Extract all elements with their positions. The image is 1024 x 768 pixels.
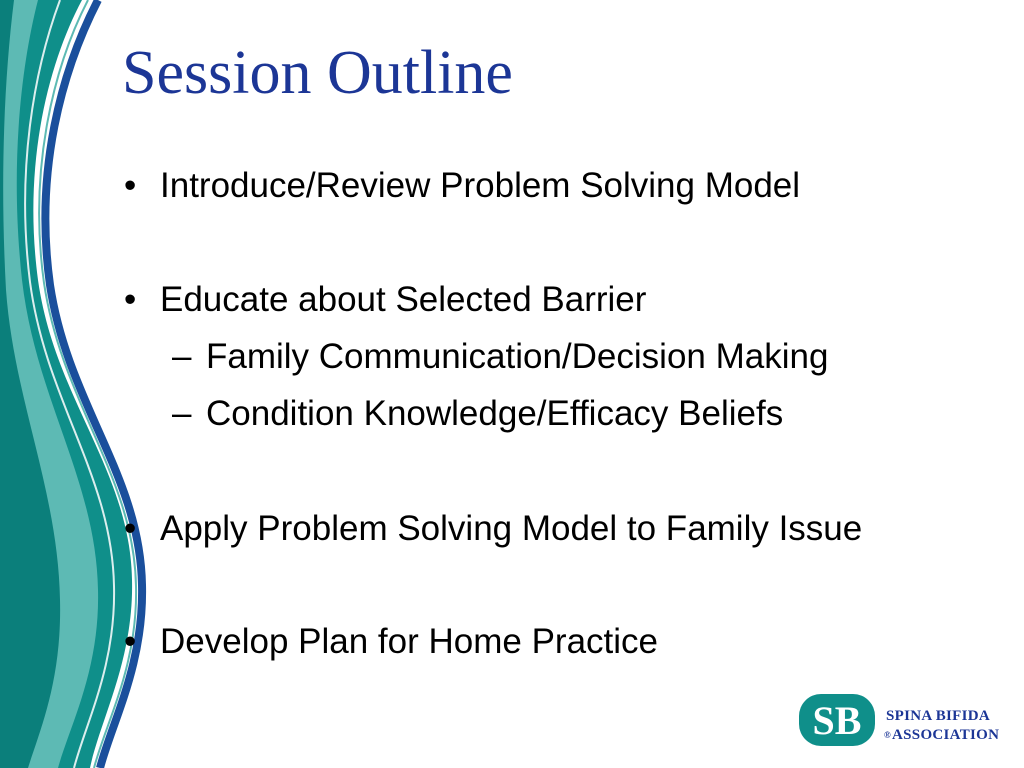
bullet-item [124,509,863,549]
sub-bullet-item [172,337,829,377]
slide-title: Session Outline [122,39,513,107]
sb-logo-icon [798,692,876,748]
spina-bifida-association-logo [798,692,1008,750]
bullet-text: Apply Problem Solving Model to Family Issue [160,509,863,548]
sub-bullet-marker: – [172,394,192,433]
sub-bullet-item [172,394,784,434]
bullet-text: Educate about Selected Barrier [160,280,647,319]
bullet-item [124,622,658,662]
sb-logo-letters: SB [812,698,862,743]
bullet-item [124,280,647,320]
sub-bullet-text: Condition Knowledge/Efficacy Beliefs [206,394,784,433]
bullet-marker: • [124,509,137,548]
logo-text-association: ASSOCIATION [892,727,1000,743]
logo-text-line2 [884,727,999,744]
bullet-marker: • [124,622,137,661]
sub-bullet-text: Family Communication/Decision Making [206,337,829,376]
sub-bullet-marker: – [172,337,192,376]
bullet-text: Develop Plan for Home Practice [160,622,658,661]
bullet-item [124,166,801,206]
logo-text-line1: SPINA BIFIDA [886,708,991,724]
bullet-text: Introduce/Review Problem Solving Model [160,166,801,205]
registered-mark: ® [884,730,892,740]
bullet-marker: • [124,166,137,205]
bullet-marker: • [124,280,137,319]
